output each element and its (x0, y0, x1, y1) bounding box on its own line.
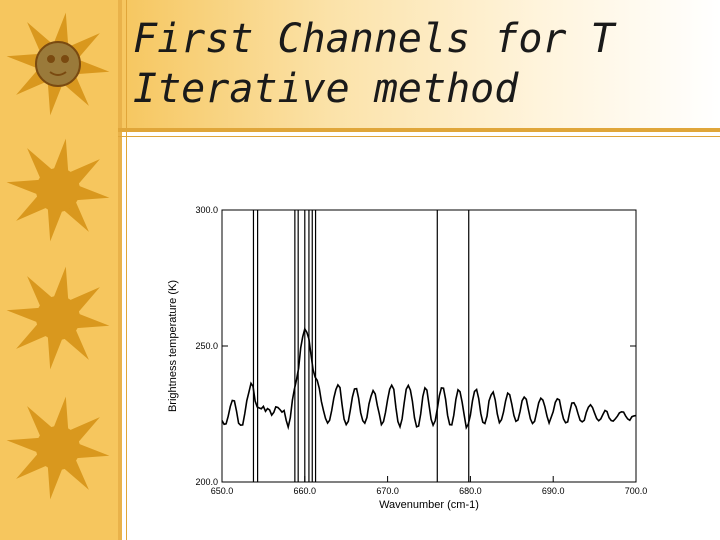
vertical-thin-rule (126, 0, 127, 540)
sun-icon (7, 139, 110, 242)
y-axis-ticks (195, 205, 636, 487)
plot-frame (222, 210, 636, 482)
vertical-rule (118, 0, 122, 540)
y-tick-label: 300.0 (195, 205, 218, 215)
x-axis-label: Wavenumber (cm-1) (379, 499, 479, 511)
y-axis-label: Brightness temperature (K) (167, 279, 179, 413)
slide-title (133, 14, 615, 114)
slide-title-line-1: First Channels for T (133, 16, 615, 62)
x-tick-label: 650.0 (210, 486, 234, 496)
sun-icon (7, 267, 110, 370)
y-tick-label: 200.0 (195, 477, 218, 487)
sun-icon (7, 397, 110, 500)
x-tick-label: 690.0 (541, 486, 565, 496)
sun-face-icon (7, 13, 110, 116)
slide-title-line-2: Iterative method (133, 66, 519, 112)
x-tick-label: 700.0 (624, 486, 648, 496)
sun-disk (36, 168, 80, 212)
x-tick-label: 660.0 (293, 486, 317, 496)
x-tick-label: 680.0 (459, 486, 482, 496)
sun-disk (36, 426, 80, 470)
sun-decorations (0, 0, 118, 540)
sun-face-feature (48, 56, 54, 62)
y-tick-label: 250.0 (195, 341, 218, 351)
x-axis-ticks (211, 476, 648, 496)
spectrum-line (222, 329, 636, 428)
horizontal-thin-rule (118, 136, 720, 137)
channel-lines (253, 210, 468, 482)
sun-face-feature (62, 56, 68, 62)
brightness-temperature-chart (160, 196, 660, 516)
sun-disk (36, 42, 80, 86)
sun-disk (36, 296, 80, 340)
horizontal-rule (118, 128, 720, 132)
x-tick-label: 670.0 (376, 486, 399, 496)
